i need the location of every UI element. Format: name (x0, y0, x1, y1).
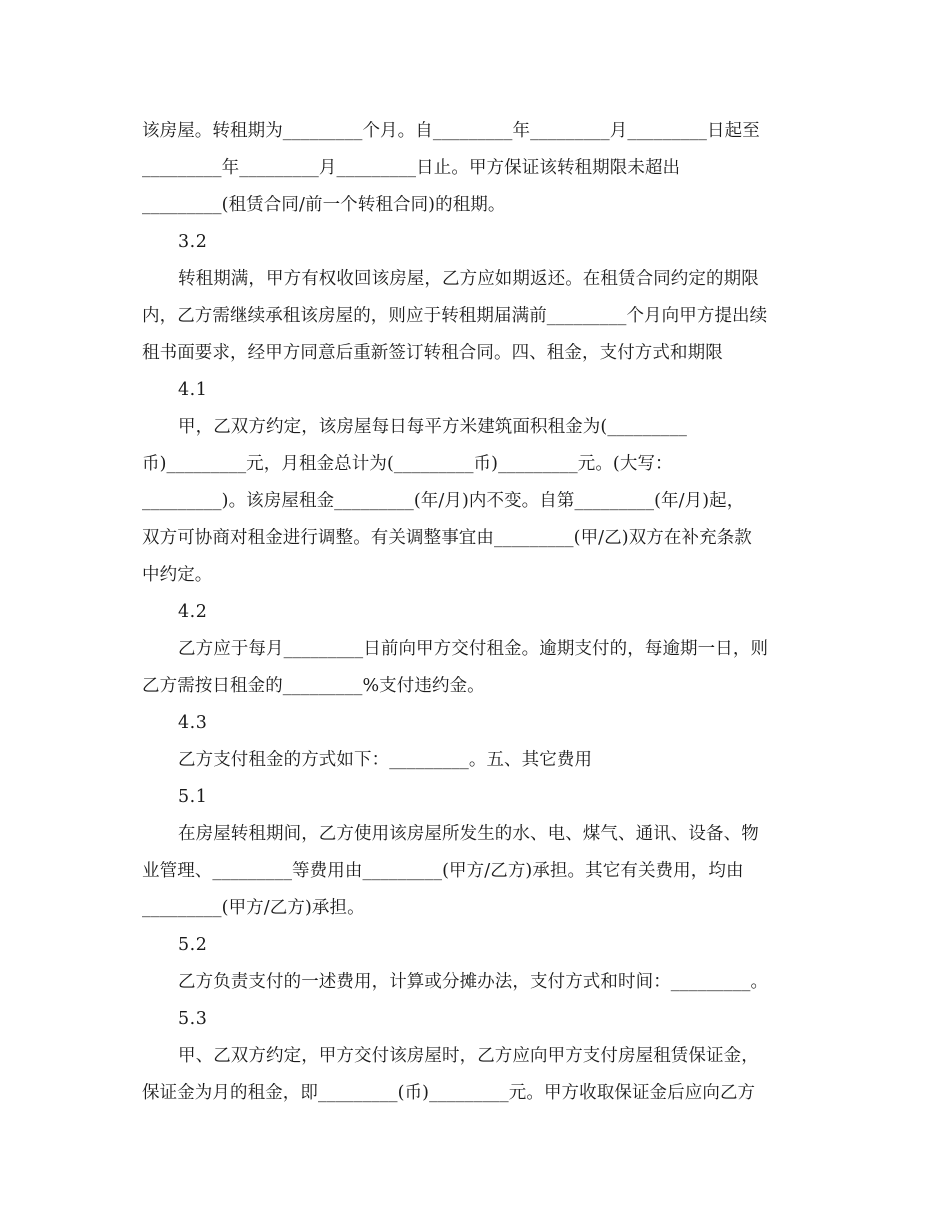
paragraph-line: 甲，乙双方约定，该房屋每日每平方米建筑面积租金为(_________ (178, 417, 687, 437)
section-number: 4.3 (178, 713, 208, 733)
section-number: 5.2 (178, 935, 208, 955)
document-body (142, 113, 810, 1112)
section-number: 4.2 (178, 602, 208, 622)
paragraph-line: 乙方支付租金的方式如下：_________。五、其它费用 (178, 750, 593, 770)
paragraph-line: 内，乙方需继续承租该房屋的，则应于转租期届满前_________个月向甲方提出续 (142, 306, 768, 326)
paragraph-line: 乙方负责支付的一述费用，计算或分摊办法，支付方式和时间：_________。 (178, 972, 769, 992)
paragraph-line: 乙方需按日租金的_________%支付违约金。 (142, 676, 485, 696)
section-number: 5.1 (178, 787, 208, 807)
paragraph-line: 甲、乙双方约定，甲方交付该房屋时，乙方应向甲方支付房屋租赁保证金， (178, 1046, 759, 1066)
section-number: 4.1 (178, 380, 208, 400)
paragraph-line: 在房屋转租期间，乙方使用该房屋所发生的水、电、煤气、通讯、设备、物 (178, 824, 759, 844)
section-number: 5.3 (178, 1009, 208, 1029)
paragraph-line: 双方可协商对租金进行调整。有关调整事宜由_________(甲/乙)双方在补充条款 (142, 528, 752, 548)
section-number: 3.2 (178, 232, 208, 252)
paragraph-line: _________(甲方/乙方)承担。 (142, 898, 365, 918)
paragraph-line: 租书面要求，经甲方同意后重新签订转租合同。四、租金，支付方式和期限 (142, 343, 723, 363)
paragraph-line: 乙方应于每月_________日前向甲方交付租金。逾期支付的，每逾期一日，则 (178, 639, 769, 659)
paragraph-line: _________(租赁合同/前一个转租合同)的租期。 (142, 195, 506, 215)
paragraph-line: 中约定。 (142, 565, 213, 585)
paragraph-line: 币)_________元，月租金总计为(_________币)_________元。(大写： (142, 454, 673, 474)
paragraph-line: 转租期满，甲方有权收回该房屋，乙方应如期返还。在租赁合同约定的期限 (178, 269, 759, 289)
paragraph-line: 业管理、_________等费用由_________(甲方/乙方)承担。其它有关费用，均由 (142, 861, 744, 881)
paragraph-line: _________)。该房屋租金_________(年/月)内不变。自第_________(年/月)起， (142, 491, 745, 511)
paragraph-line: 保证金为月的租金，即_________(币)_________元。甲方收取保证金后应向乙方 (142, 1083, 756, 1103)
paragraph-line: 该房屋。转租期为_________个月。自_________年_________月_________日起至 (142, 121, 760, 141)
paragraph-line: _________年_________月_________日止。甲方保证该转租期限未超出 (142, 158, 681, 178)
